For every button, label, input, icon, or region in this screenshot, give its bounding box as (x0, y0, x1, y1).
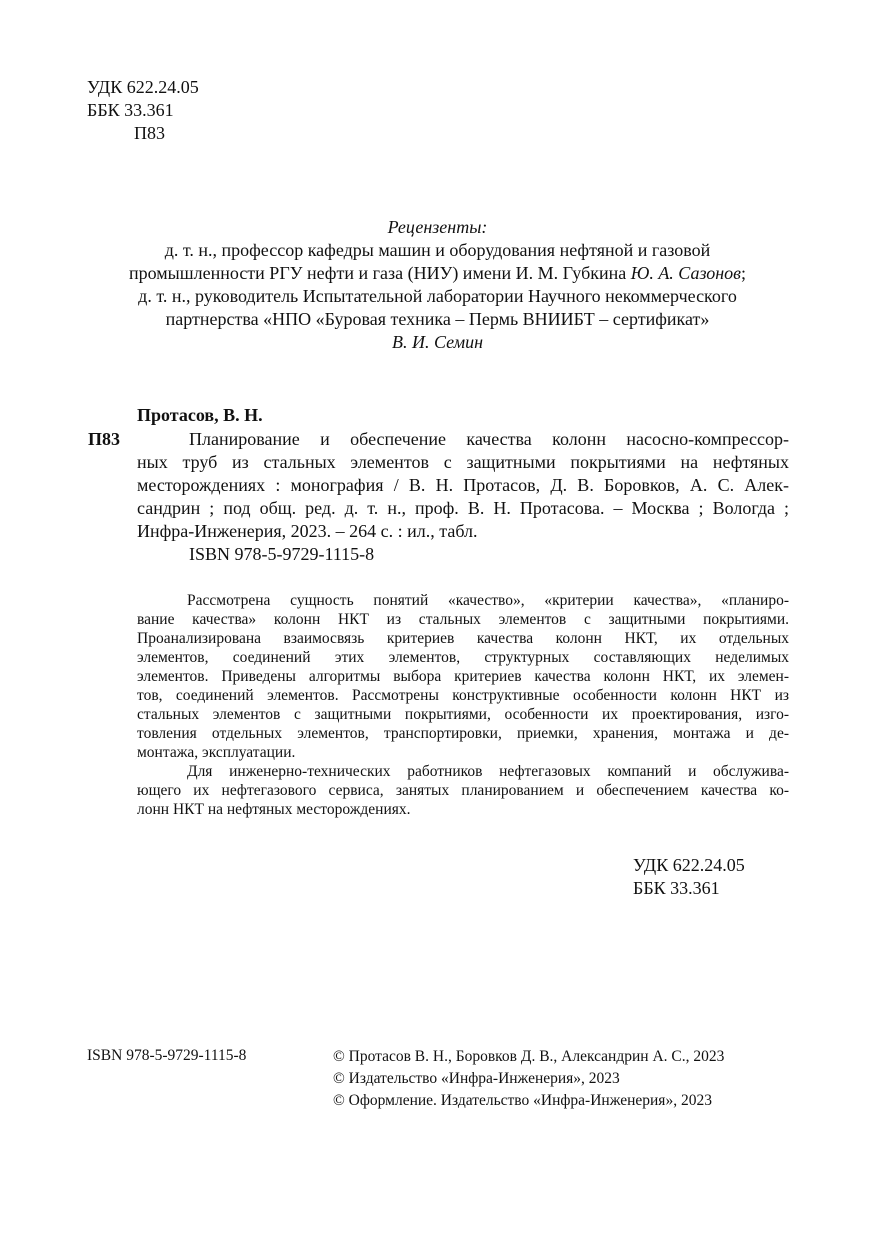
bib-description (137, 428, 789, 566)
bib-line: ных труб из стальных элементов с защитными покрытиями на нефтяных (137, 452, 789, 472)
reviewer1-line1: д. т. н., профессор кафедры машин и оборудования нефтяной и газовой (164, 240, 711, 260)
abstract-line: стальных элементов с защитными покрытиями, особенности их проектирования, изго- (137, 706, 789, 723)
footer-isbn: ISBN 978-5-9729-1115-8 (87, 1047, 247, 1064)
reviewer2-name: В. И. Семин (391, 332, 484, 352)
bib-line: сандрин ; под общ. ред. д. т. н., проф. В. Н. Протасова. – Москва ; Вологда ; (137, 498, 789, 518)
bbk-code: ББК 33.361 (87, 100, 174, 120)
top-codes (87, 76, 199, 145)
bib-author-heading: Протасов, В. Н. (137, 405, 263, 425)
reviewer2-line1: д. т. н., руководитель Испытательной лаборатории Научного некоммерческого (138, 286, 737, 306)
bib-line: Планирование и обеспечение качества колонн насосно-компрессор- (189, 429, 789, 449)
bib-line: месторождениях : монография / В. Н. Протасов, Д. В. Боровков, А. С. Алек- (137, 475, 789, 495)
author-mark: П83 (134, 123, 165, 143)
udk-code: УДК 622.24.05 (633, 855, 745, 875)
bib-mark: П83 (88, 429, 121, 449)
reviewer1-affiliation: промышленности РГУ нефти и газа (НИУ) имени И. М. Губкина (129, 263, 631, 283)
abstract-line: лонн НКТ на нефтяных месторождениях. (137, 801, 411, 818)
abstract-line: тов, соединений элементов. Рассмотрены конструктивные особенности колонн НКТ из (137, 687, 789, 704)
reviewers-heading: Рецензенты: (387, 217, 488, 237)
abstract-line: элементов, соединений этих элементов, структурных составляющих неделимых (137, 649, 789, 666)
abstract-line: ющего их нефтегазового сервиса, занятых планированием и обеспечением качества ко- (137, 782, 789, 799)
abstract-line: Для инженерно-технических работников нефтегазовых компаний и обслужива- (187, 763, 789, 780)
abstract-line: монтажа, эксплуатации. (137, 744, 296, 761)
reviewers-block (60, 216, 815, 354)
copyright-line: © Протасов В. Н., Боровков Д. В., Александрин А. С., 2023 (333, 1048, 725, 1065)
abstract-line: Рассмотрена сущность понятий «качество», «критерии качества», «планиро- (187, 592, 789, 609)
abstract-line: товления отдельных элементов, транспортировки, приемки, хранения, монтажа и де- (137, 725, 789, 742)
udk-code: УДК 622.24.05 (87, 77, 199, 97)
bib-isbn: ISBN 978-5-9729-1115-8 (189, 544, 375, 564)
abstract-line: вание качества» колонн НКТ из стальных элементов с защитными покрытиями. (137, 611, 789, 628)
abstract-line: элементов. Приведены алгоритмы выбора критериев качества колонн НКТ, их элемен- (137, 668, 789, 685)
reviewer1-line2 (60, 262, 815, 285)
reviewer2-line2: партнерства «НПО «Буровая техника – Пермь ВНИИБТ – сертификат» (165, 309, 710, 329)
copyright-line: © Оформление. Издательство «Инфра-Инженерия», 2023 (333, 1092, 712, 1109)
footer-copyrights (333, 1046, 724, 1112)
bottom-codes (633, 854, 745, 900)
bbk-code: ББК 33.361 (633, 878, 720, 898)
reviewer1-name: Ю. А. Сазонов (630, 263, 741, 283)
abstract (137, 591, 789, 819)
abstract-line: Проанализирована взаимосвязь критериев качества колонн НКТ, их отдельных (137, 630, 789, 647)
copyright-line: © Издательство «Инфра-Инженерия», 2023 (333, 1070, 620, 1087)
bib-line: Инфра-Инженерия, 2023. – 264 с. : ил., табл. (137, 521, 478, 541)
reviewer1-end: ; (740, 263, 746, 283)
